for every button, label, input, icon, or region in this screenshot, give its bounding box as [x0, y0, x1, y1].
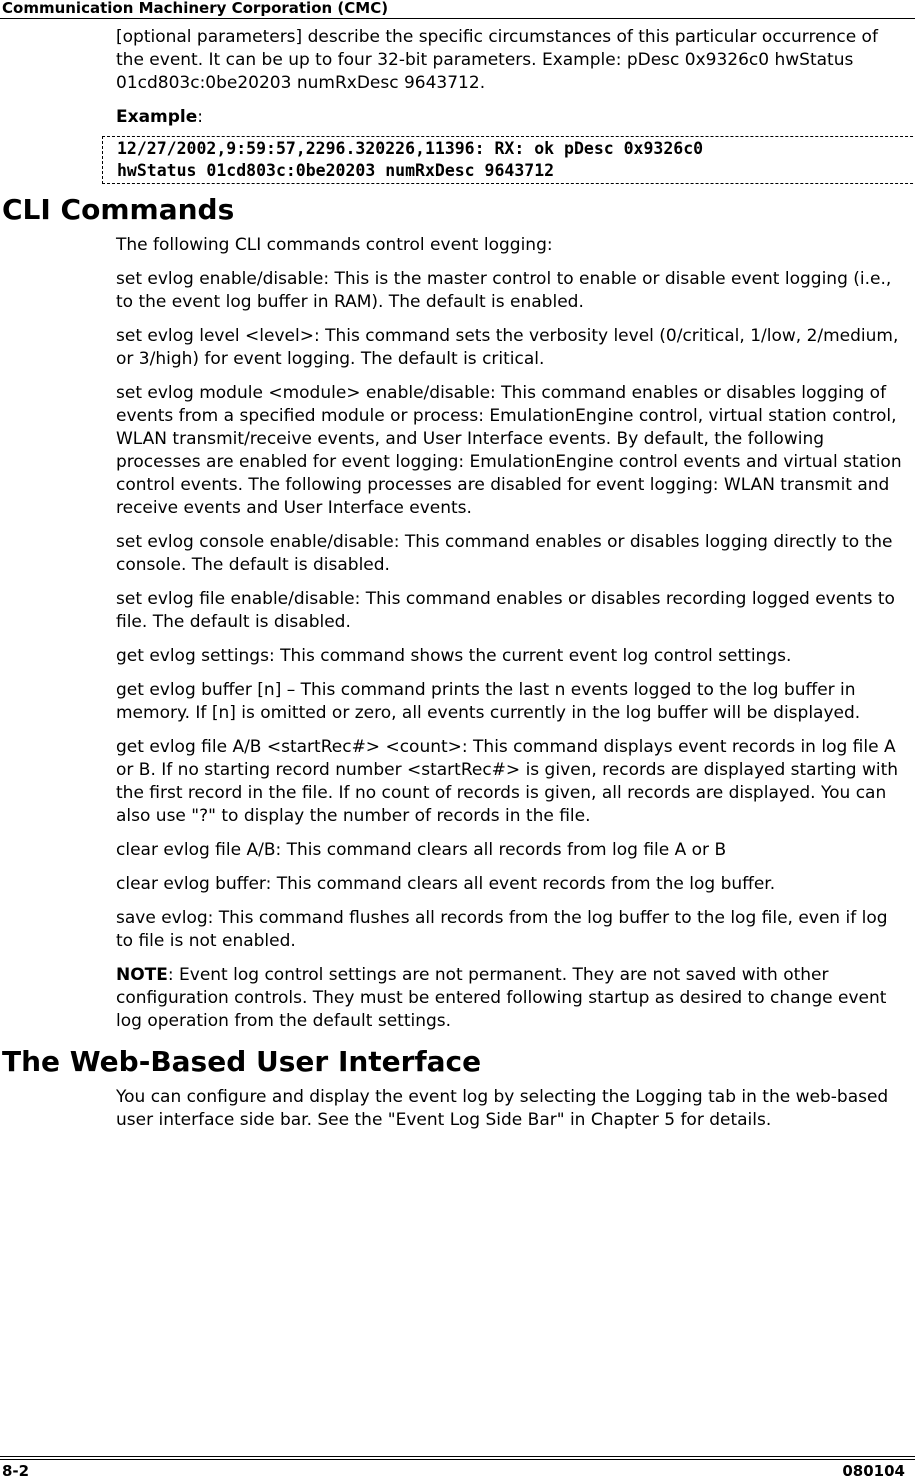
cli-paragraph: The following CLI commands control event logging:: [116, 235, 553, 255]
note-paragraph: [116, 964, 906, 1033]
cli-paragraph: clear evlog buffer: This command clears all event records from the log buffer.: [116, 874, 776, 894]
example-suffix: :: [197, 107, 204, 127]
header-rule: [0, 18, 915, 19]
header-title: Communication Machinery Corporation (CMC): [2, 0, 389, 17]
note-label: NOTE: [116, 965, 168, 985]
cli-paragraph: set evlog file enable/disable: This command enables or disables recording logged events to file. The default is disabled.: [116, 589, 895, 632]
example-code-block: [102, 136, 915, 184]
footer-rule-secondary: [0, 1459, 915, 1460]
web-ui-paragraph: You can configure and display the event log by selecting the Logging tab in the web-based user interface side bar. See the "Event Log Side Bar" in Chapter 5 for details.: [116, 1087, 889, 1130]
example-label-line: [116, 106, 906, 129]
cli-paragraph: get evlog file A/B <startRec#> <count>: This command displays event records in log file A or B. If no starting record number <startRec#> is given, records are displayed starting with the first record in the file. If no count of records is given, all records are displayed. You can also use "?" to display the number of records in the file.: [116, 737, 899, 826]
cli-paragraph: get evlog settings: This command shows the current event log control settings.: [116, 646, 792, 666]
optional-params-paragraph: [optional parameters] describe the specific circumstances of this particular occurrence of the event. It can be up to four 32-bit parameters. Example: pDesc 0x9326c0 hwStatus 01cd803c:0be20203 numRxDesc 9643712.: [116, 27, 878, 93]
footer-rule: [0, 1456, 915, 1457]
document-number: 080104: [842, 1462, 905, 1480]
cli-paragraph: set evlog enable/disable: This is the master control to enable or disable event logging (i.e., to the event log buffer in RAM). The default is enabled.: [116, 269, 892, 312]
cli-paragraph: set evlog module <module> enable/disable: This command enables or disables logging of events from a specified module or process: EmulationEngine control, virtual station control, WLAN transmit/receive events, and User Interface events. By default, the following processes are enabled for event logging: EmulationEngine control events and virtual station control events. The following processes are disabled for event logging: WLAN transmit and receive events and User Interface events.: [116, 383, 902, 518]
note-text: : Event log control settings are not permanent. They are not saved with other configuration controls. They must be entered following startup as desired to change event log operation from the default settings.: [116, 965, 887, 1031]
cli-paragraph: clear evlog file A/B: This command clears all records from log file A or B: [116, 840, 727, 860]
example-code-line-2: hwStatus 01cd803c:0be20203 numRxDesc 9643712: [117, 161, 555, 180]
cli-commands-heading: CLI Commands: [2, 193, 235, 226]
cli-paragraph: save evlog: This command flushes all records from the log buffer to the log file, even if log to file is not enabled.: [116, 908, 888, 951]
web-ui-heading: The Web-Based User Interface: [2, 1045, 482, 1078]
page-number: 8-2: [2, 1462, 30, 1480]
example-code-line-1: 12/27/2002,9:59:57,2296.320226,11396: RX: ok pDesc 0x9326c0: [117, 139, 704, 158]
cli-paragraph: set evlog console enable/disable: This command enables or disables logging directly to the console. The default is disabled.: [116, 532, 893, 575]
page-content: [2, 26, 906, 1143]
page-header: [0, 0, 915, 18]
cli-paragraph: get evlog buffer [n] – This command prints the last n events logged to the log buffer in memory. If [n] is omitted or zero, all events currently in the log buffer will be displayed.: [116, 680, 861, 723]
cli-paragraph: set evlog level <level>: This command sets the verbosity level (0/critical, 1/low, 2/medium, or 3/high) for event logging. The default is critical.: [116, 326, 899, 369]
example-label: Example: [116, 107, 198, 127]
